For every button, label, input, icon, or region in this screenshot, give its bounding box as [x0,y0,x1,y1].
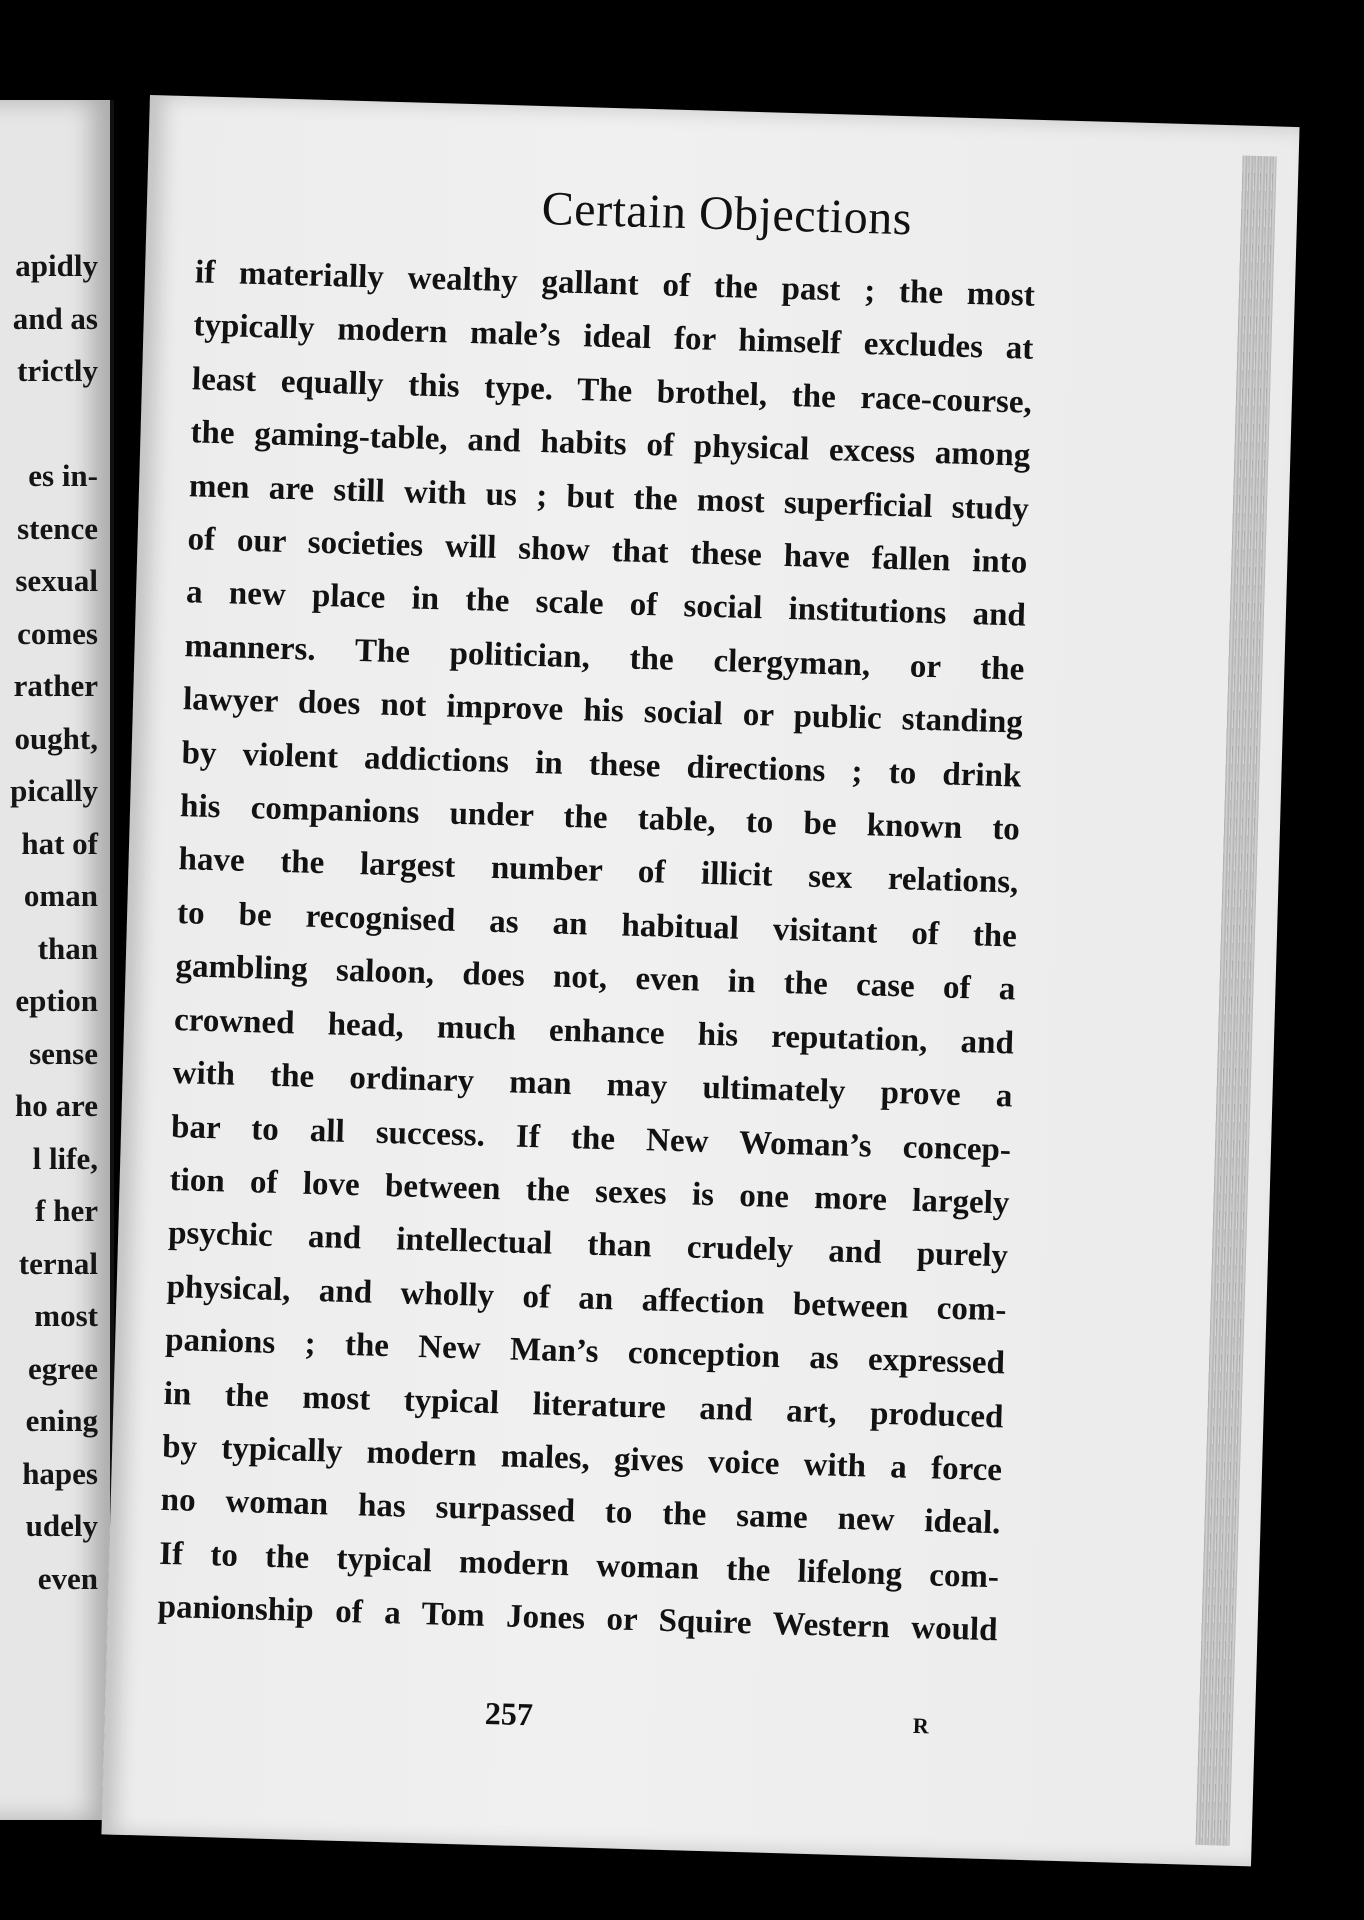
previous-page-line: f her [35,1193,98,1228]
text-line: gambling saloon, does not, even in the case of a [175,948,1016,1008]
previous-page-line: egree [28,1350,98,1386]
previous-page-line: pically [10,773,98,808]
previous-page-line: hat of [21,825,98,861]
previous-page-fragment [0,100,114,1820]
previous-page-line: udely [25,1508,98,1543]
previous-page-line: hapes [22,1455,98,1491]
text-line: no woman has surpassed to the same new ideal. [160,1482,1001,1542]
previous-page-line: ternal [18,1245,98,1281]
text-line: a new place in the scale of social institutions and [185,574,1027,635]
text-line: typically modern male’s ideal for himself excludes at [193,307,1034,368]
body-text [157,246,1035,1657]
running-head: Certain Objections [541,181,913,246]
text-line: least equally this type. The brothel, the race-course, [191,361,1033,421]
book-page [101,95,1299,1866]
text-line: crowned head, much enhance his reputation, and [173,1001,1015,1062]
previous-page-line: ening [25,1403,98,1438]
previous-page-line: than [37,930,98,966]
previous-page-line: ho are [15,1088,98,1123]
previous-page-line: and as [12,300,98,336]
text-line: by violent addictions in these directions ; to drink [181,734,1022,795]
text-line: in the most typical literature and art, produced [163,1375,1004,1435]
previous-page-line: stence [17,510,98,546]
previous-page-line: even [37,1560,98,1596]
previous-page-text [10,240,98,1605]
previous-page-line: rather [13,668,98,703]
text-line: tion of love between the sexes is one more largely [169,1161,1010,1222]
previous-page-line: comes [17,615,98,651]
previous-page-line: ought, [14,720,98,756]
page-edge [1196,156,1277,1846]
text-line: lawyer does not improve his social or public standing [182,681,1024,741]
text-line: his companions under the table, to be known to [179,788,1021,848]
previous-page-line: eption [15,983,98,1018]
text-line: manners. The politician, the clergyman, or the [184,628,1025,688]
signature-mark: R [912,1712,930,1739]
previous-page-line: es in- [28,458,98,493]
text-line: the gaming-table, and habits of physical excess among [190,414,1031,474]
text-line: bar to all success. If the New Woman’s concep- [170,1108,1012,1168]
text-line: to be recognised as an habitual visitant of the [176,894,1018,955]
page-number: 257 [484,1694,534,1733]
text-line: If to the typical modern woman the lifelong com- [158,1535,1000,1596]
previous-page-line: apidly [15,248,98,283]
text-line: panions ; the New Man’s conception as expressed [164,1322,1006,1382]
previous-page-line: l life, [32,1140,98,1176]
text-line: physical, and wholly of an affection between com- [166,1268,1007,1329]
text-line: if materially wealthy gallant of the past ; the most [194,254,1036,314]
text-line: by typically modern males, gives voice with a force [161,1428,1003,1489]
text-line: with the ordinary man may ultimately prove a [172,1055,1013,1115]
previous-page-line: oman [23,878,98,913]
previous-page-line [10,398,98,451]
text-line: have the largest number of illicit sex relations, [178,841,1019,902]
previous-page-line: most [34,1298,98,1333]
previous-page-line: sexual [15,563,98,598]
text-line: panionship of a Tom Jones or Squire Western would [157,1588,998,1649]
text-line: psychic and intellectual than crudely and purely [167,1215,1009,1275]
previous-page-line: trictly [17,353,98,388]
previous-page-line: sense [29,1035,98,1071]
text-line: of our societies will show that these have fallen into [187,521,1028,581]
text-line: men are still with us ; but the most superficial study [188,467,1030,528]
